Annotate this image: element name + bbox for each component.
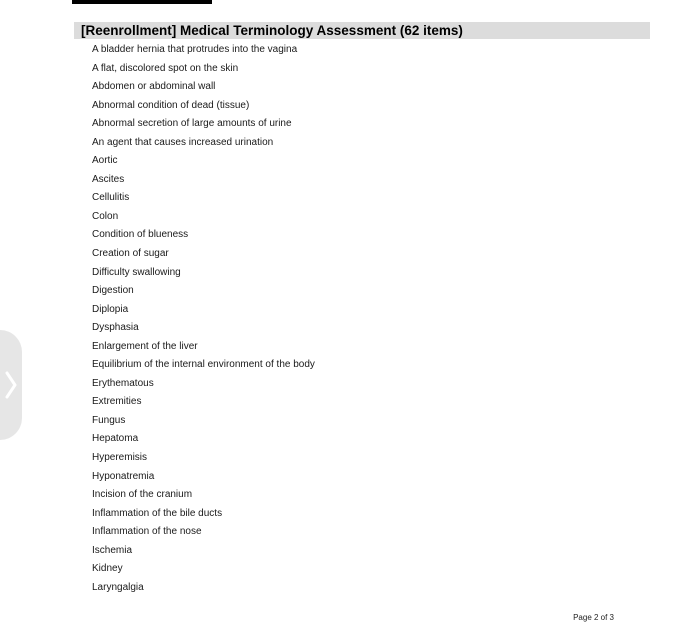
list-item: Creation of sugar: [92, 248, 169, 260]
list-item: Aortic: [92, 155, 118, 167]
list-item: Abdomen or abdominal wall: [92, 81, 216, 93]
next-page-tab[interactable]: [0, 330, 22, 440]
list-item: Hepatoma: [92, 433, 139, 445]
list-item: Hyponatremia: [92, 470, 155, 482]
list-item: Abnormal secretion of large amounts of urine: [92, 118, 292, 130]
list-item: Inflammation of the bile ducts: [92, 507, 223, 519]
chevron-right-icon: [4, 370, 18, 400]
list-item: Extremities: [92, 396, 142, 408]
list-item: Incision of the cranium: [92, 489, 193, 501]
list-item: Dysphasia: [92, 322, 139, 334]
list-item: Abnormal condition of dead (tissue): [92, 99, 250, 111]
list-item: A bladder hernia that protrudes into the vagina: [92, 44, 298, 55]
list-item: Condition of blueness: [92, 229, 189, 241]
list-item: Fungus: [92, 414, 126, 426]
list-item: Inflammation of the nose: [92, 526, 202, 538]
terminology-list: [92, 42, 315, 598]
list-item: Kidney: [92, 563, 123, 575]
top-divider-bar: [72, 0, 212, 4]
page-title: [Reenrollment] Medical Terminology Assessment (62 items): [81, 23, 463, 38]
list-item: Ascites: [92, 173, 125, 185]
list-item: An agent that causes increased urination: [92, 136, 274, 148]
list-item: Hyperemisis: [92, 452, 148, 464]
page-number: Page 2 of 3: [573, 613, 614, 622]
list-item: Digestion: [92, 285, 134, 297]
list-item: A flat, discolored spot on the skin: [92, 62, 239, 74]
list-item: Equilibrium of the internal environment of the body: [92, 359, 315, 371]
list-item: Diplopia: [92, 303, 129, 315]
list-item: Erythematous: [92, 377, 154, 389]
list-item: Laryngalgia: [92, 581, 144, 593]
list-item: Difficulty swallowing: [92, 266, 181, 278]
list-item: Colon: [92, 210, 119, 222]
list-item: Ischemia: [92, 544, 133, 556]
list-item: Cellulitis: [92, 192, 130, 204]
list-item: Enlargement of the liver: [92, 340, 198, 352]
